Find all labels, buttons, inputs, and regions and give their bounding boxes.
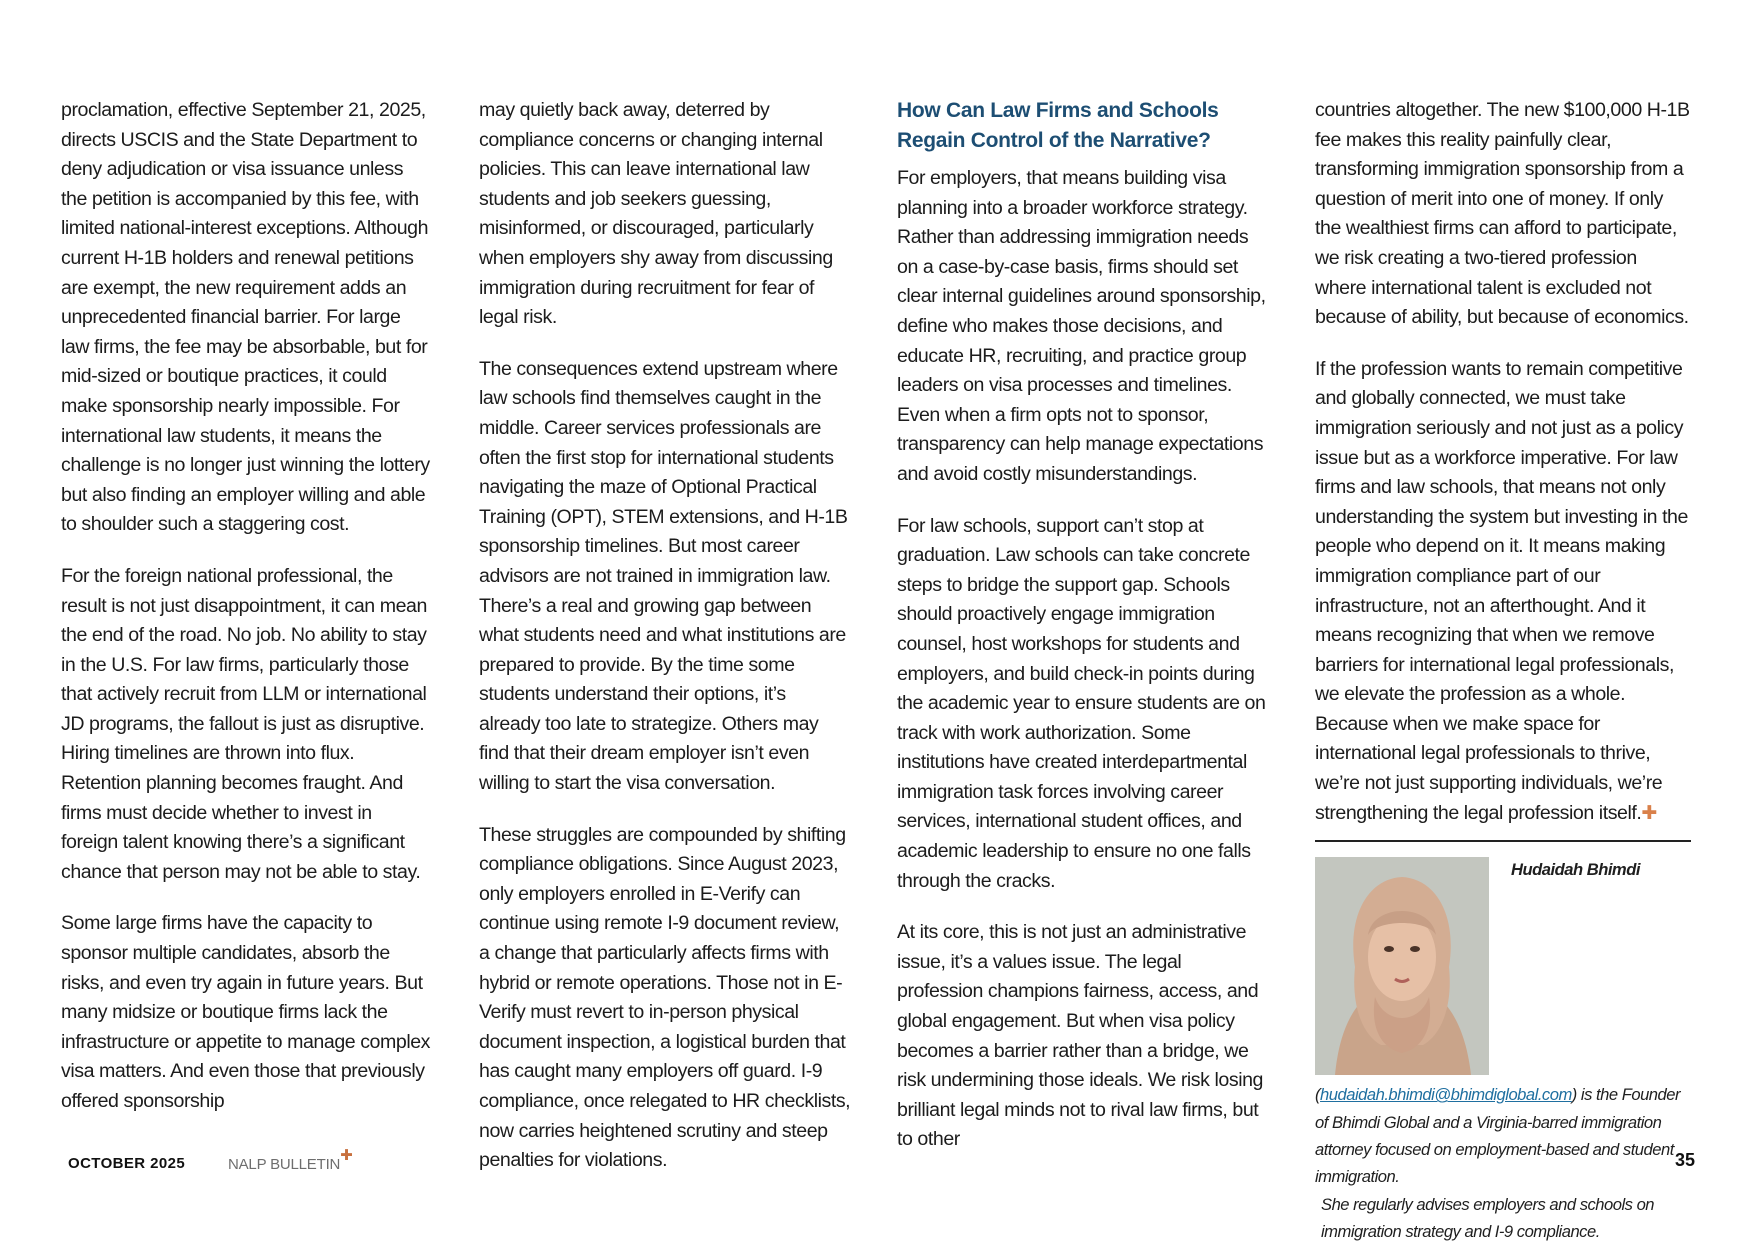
end-of-article-icon: ✚ xyxy=(1641,802,1657,824)
article-column-1 xyxy=(61,96,433,1139)
paragraph: These struggles are compounded by shifting compliance obligations. Since August 2023, only employers enrolled in E-Verify can continue using remote I-9 document review, a change that particularly affects firms with hybrid or remote operations. Those not in E-Verify must revert to in-person physical document inspection, a logistical burden that has caught many employers off guard. I-9 compliance, once relegated to HR checklists, now carries heightened scrutiny and steep penalties for violations. xyxy=(479,823,851,1172)
paragraph: For employers, that means building visa planning into a broader workforce strategy. Rather than addressing immigration needs on a case-by-case basis, firms should set clear internal guidelines around sponsorship, define who makes those decisions, and educate HR, recruiting, and practice group leaders on visa processes and timelines. Even when a firm opts not to sponsor, transparency can help manage expectations and avoid costly misunderstandings. xyxy=(897,167,1266,485)
paragraph: For law schools, support can’t stop at graduation. Law schools can take concrete steps to bridge the support gap. Schools should proactively engage immigration counsel, host workshops for students and employers, and build check-in points during the academic year to ensure students are on track with work authorization. Some institutions have created interdepartmental immigration task forces involving career services, international student offices, and academic leadership to ensure no one falls through the cracks. xyxy=(897,514,1266,892)
author-portrait-icon xyxy=(1315,857,1489,1075)
issue-date: OCTOBER 2025 xyxy=(68,1155,186,1172)
author-email-link[interactable]: hudaidah.bhimdi@bhimdiglobal.com xyxy=(1320,1085,1572,1105)
paragraph: proclamation, effective September 21, 2025, directs USCIS and the State Department to deny adjudication or visa issuance unless the petition is accompanied by this fee, with limited national-interest exceptions. Although current H-1B holders and renewal petitions are exempt, the new requirement adds an unprecedented financial barrier. For large law firms, the fee may be absorbable, but for mid-sized or boutique practices, it could make sponsorship nearly impossible. For international law students, it means the challenge is no longer just winning the lottery but also finding an employer willing and able to shoulder such a staggering cost. xyxy=(61,99,430,536)
author-bio xyxy=(1315,856,1691,1245)
publication-title: NALP BULLETIN xyxy=(228,1156,341,1173)
paragraph: At its core, this is not just an administrative issue, it’s a values issue. The legal profession champions fairness, access, and global engagement. But when visa policy becomes a barrier rather than a bridge, we risk undermining those ideals. We risk losing brilliant legal minds not to rival law firms, but to other xyxy=(897,921,1263,1151)
page-footer xyxy=(68,1147,353,1173)
author-name: Hudaidah Bhimdi xyxy=(1511,860,1640,880)
paragraph-final-text: If the profession wants to remain competitive and globally connected, we must take immigration seriously and not just as a policy issue but as a workforce imperative. For law firms and law schools, that means not only understanding the system but investing in the people who depend on it. It means making immigration compliance part of our infrastructure, not an afterthought. And it means recognizing that when we remove barriers for international legal professionals, we elevate the profession as a whole. Because when we make space for international legal professionals to thrive, we’re not just supporting individuals, we’re strengthening the legal profession itself. xyxy=(1315,357,1688,824)
bio-main: ) is the Founder of Bhimdi Global and a Virginia-barred immigration attorney focused on employment-based and student immigration. xyxy=(1315,1085,1681,1187)
section-heading: How Can Law Firms and Schools Regain Control of the Narrative? xyxy=(897,99,1219,152)
publication-name xyxy=(228,1147,353,1173)
bio-open-paren: ( xyxy=(1315,1085,1321,1105)
paragraph: Some large firms have the capacity to sponsor multiple candidates, absorb the risks, and even try again in future years. But many midsize or boutique firms lack the infrastructure or appetite to manage complex visa matters. And even those that previously offered sponsorship xyxy=(61,912,431,1112)
paragraph: countries altogether. The new $100,000 H-1B fee makes this reality painfully clear, transforming immigration sponsorship from a question of merit into one of money. If only the wealthiest firms can afford to participate, we risk creating a two-tiered profession where international talent is excluded not because of ability, but because of economics. xyxy=(1315,99,1690,329)
author-photo xyxy=(1315,857,1489,1075)
article-column-3 xyxy=(897,96,1269,1177)
article-column-4 xyxy=(1315,96,1691,1246)
brand-plus-icon: ✚ xyxy=(340,1147,353,1164)
page-number: 35 xyxy=(1674,1150,1695,1170)
bio-tail: She regularly advises employers and schools on immigration strategy and I-9 compliance. xyxy=(1321,1194,1655,1242)
divider xyxy=(1315,840,1691,842)
paragraph: For the foreign national professional, the result is not just disappointment, it can mean the end of the road. No job. No ability to stay in the U.S. For law firms, particularly those that actively recruit from LLM or international JD programs, the fallout is just as disruptive. Hiring timelines are thrown into flux. Retention planning becomes fraught. And firms must decide whether to invest in foreign talent knowing there’s a significant chance that person may not be able to stay. xyxy=(61,564,427,883)
paragraph: may quietly back away, deterred by compliance concerns or changing internal policies. This can leave international law students and job seekers guessing, misinformed, or discouraged, particularly when employers shy away from discussing immigration during recruitment for fear of legal risk. xyxy=(479,99,833,329)
article-column-2 xyxy=(479,96,851,1198)
paragraph: The consequences extend upstream where law schools find themselves caught in the middle. Career services professionals are often the first stop for international students navigating the maze of Optional Practical Training (OPT), STEM extensions, and H-1B sponsorship timelines. But most career advisors are not trained in immigration law. There’s a real and growing gap between what students need and what institutions are prepared to provide. By the time some students understand their options, it’s already too late to strategize. Others may find that their dream employer isn’t even willing to start the visa conversation. xyxy=(479,357,848,795)
paragraph-final xyxy=(1315,355,1691,829)
